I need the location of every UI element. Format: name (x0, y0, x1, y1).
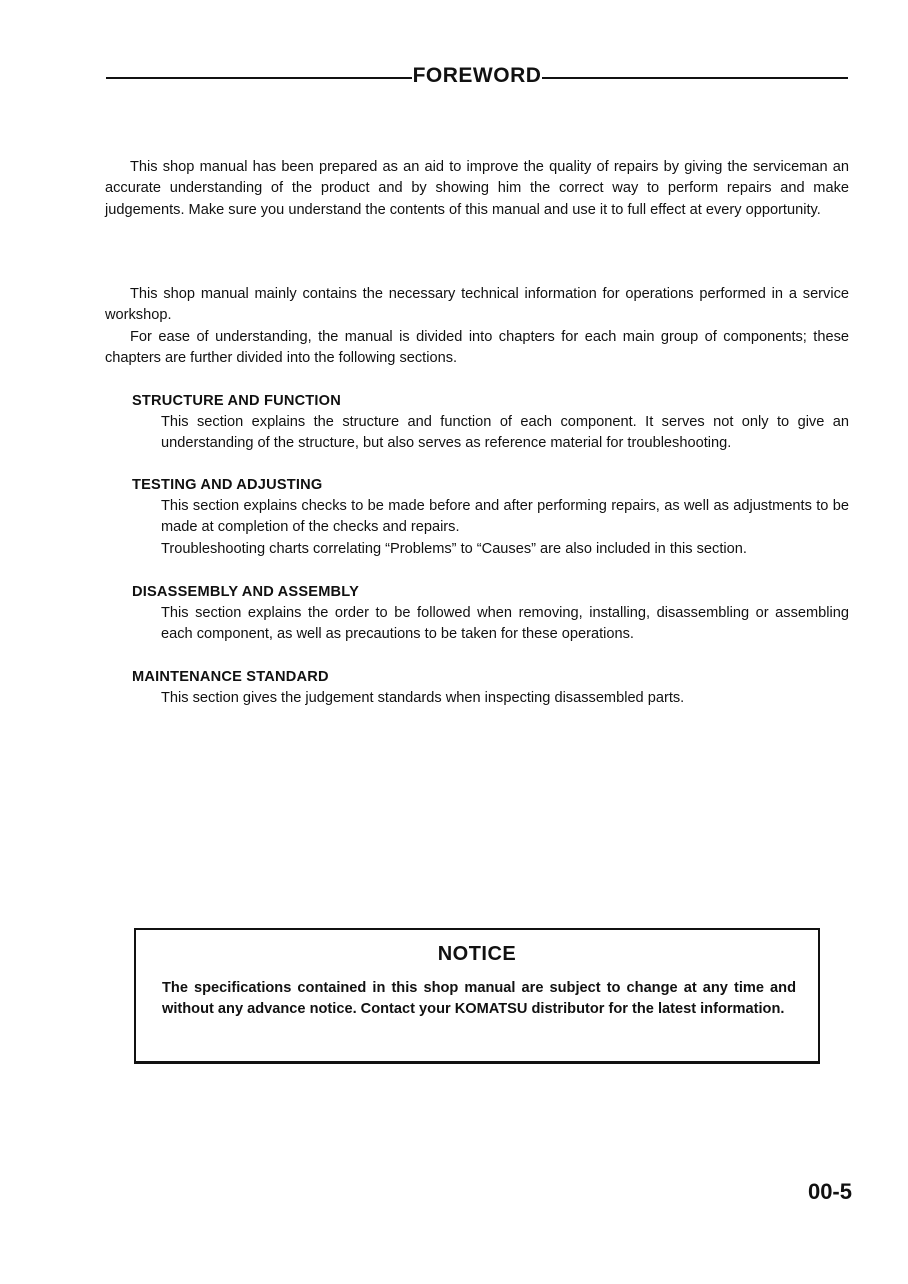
header-rule-left (106, 77, 412, 79)
intro-paragraph-1 (105, 157, 849, 221)
header-rule-right (542, 77, 848, 79)
section-line: This section explains the structure and function of each component. It serves not only to give an understanding of the structure, but also serves as reference material for troubleshooting. (161, 414, 849, 452)
notice-title: NOTICE (437, 943, 517, 965)
notice-box (134, 928, 820, 1064)
section-line: This section explains the order to be followed when removing, installing, disassembling or assembling each component, as well as precautions to be taken for these operations. (161, 605, 849, 643)
section-line: This section gives the judgement standards when inspecting disassembled parts. (161, 690, 685, 706)
section-line: Troubleshooting charts correlating “Problems” to “Causes” are also included in this section. (161, 540, 747, 557)
section-title: MAINTENANCE STANDARD (132, 669, 329, 685)
section-body (161, 412, 849, 455)
intro-paragraph-2 (105, 284, 849, 370)
section-testing-and-adjusting (132, 475, 849, 560)
page-header (106, 60, 848, 92)
intro-paragraph-1-text: This shop manual has been prepared as an aid to improve the quality of repairs by giving the serviceman an accurate understanding of the product and by showing him the correct way to perform repairs and make judgements. Make sure you understand the contents of this manual and use it to full effect at every opportunity. (105, 159, 849, 218)
section-title: STRUCTURE AND FUNCTION (132, 393, 341, 409)
section-body (161, 496, 849, 560)
notice-body: The specifications contained in this shop manual are subject to change at any time and without any advance notice. Contact your KOMATSU distributor for the latest information. (162, 980, 796, 1017)
section-maintenance-standard (132, 667, 849, 709)
section-disassembly-and-assembly (132, 582, 849, 646)
section-title: TESTING AND ADJUSTING (132, 477, 323, 493)
intro-paragraph-2-text: This shop manual mainly contains the necessary technical information for operations performed in a service workshop. (105, 286, 849, 324)
section-title: DISASSEMBLY AND ASSEMBLY (132, 584, 359, 600)
intro-paragraph-3-text: For ease of understanding, the manual is divided into chapters for each main group of components; these chapters are further divided into the following sections. (105, 328, 849, 367)
section-structure-and-function (132, 391, 849, 455)
page-title: FOREWORD (412, 64, 542, 87)
section-body (161, 603, 849, 646)
page-number: 00-5 (807, 1179, 852, 1204)
section-line: This section explains checks to be made before and after performing repairs, as well as adjustments to be made at completion of the checks and repairs. (161, 498, 849, 536)
section-body (161, 688, 849, 709)
